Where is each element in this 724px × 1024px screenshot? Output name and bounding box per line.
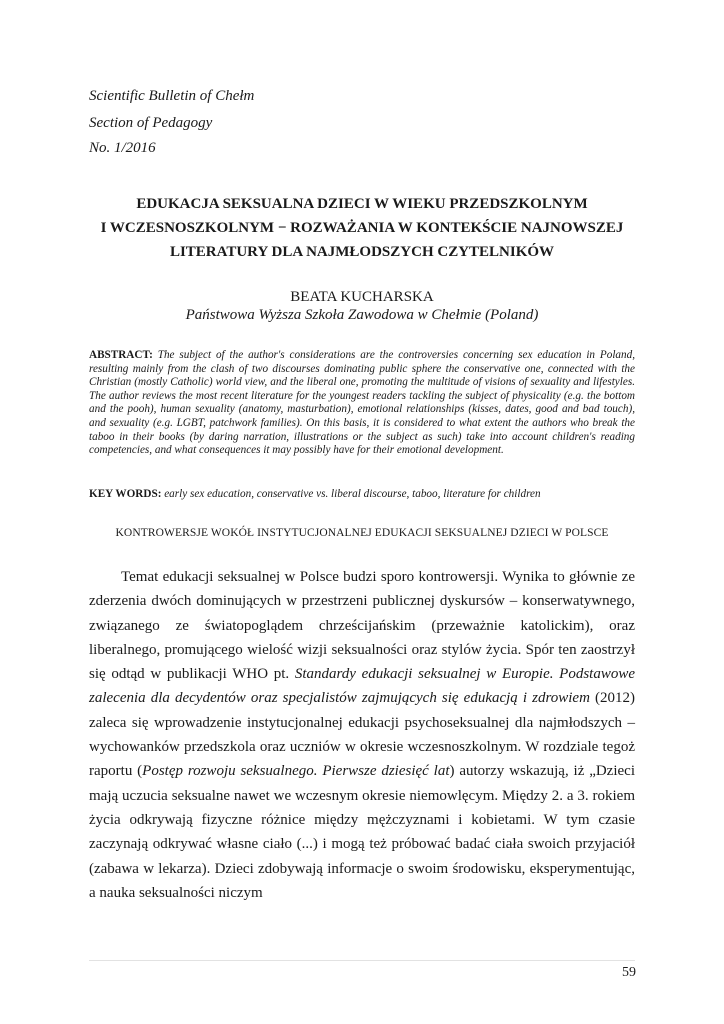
chapter-title: Postęp rozwoju seksualnego. Pierwsze dziesięć lat xyxy=(142,763,450,780)
body-text xyxy=(89,565,635,905)
abstract-label: ABSTRACT: xyxy=(89,349,153,361)
body-paragraph xyxy=(89,565,635,905)
journal-issue: No. 1/2016 xyxy=(89,140,156,156)
footer-rule xyxy=(89,960,635,961)
author-affiliation: Państwowa Wyższa Szkoła Zawodowa w Chełmie (Poland) xyxy=(185,307,539,323)
body-part-3: ) autorzy wskazują, iż „Dzieci mają uczucia seksualne nawet we wczesnym okresie niemowlęcym. Między 2. a 3. rokiem życia odkrywają fizyczne różnice między mężczyznami i kobietami. W tym czasie zaczynają odkrywać własne ciało (...) i mogą też próbować badać ciała swoich przyjaciół (zabawa w lekarza). Dzieci zdobywają informacje o swoim środowisku, eksperymentując, a nauka seksualności niczym xyxy=(89,763,635,901)
journal-name: Scientific Bulletin of Chełm xyxy=(89,88,255,104)
abstract-text: The subject of the author's considerations are the controversies concerning sex education in Poland, resulting mainly from the clash of two discourses dominating public sphere the conservative one, connected with the Christian (mostly Catholic) world view, and the liberal one, promoting the multitude of visions of sexuality and lifestyles. The author reviews the most recent literature for the youngest readers tackling the subject of physicality (e.g. the bottom and the pooh), human sexuality (anatomy, masturbation), emotional relationships (kisses, dates, good and bad touch), and sexuality (e.g. LGBT, patchwork families). On this basis, it is considered to what extent the authors who break the taboo in their books (by daring narration, illustrations or the subject as such) take into account children's reading competencies, and what consequences it may possibly have for their emotional development. xyxy=(89,349,636,457)
title-line-3: LITERATURY DLA NAJMŁODSZYCH CZYTELNIKÓW xyxy=(169,244,555,260)
who-report-title: Standardy edukacji seksualnej w Europie. Podstawowe zalecenia dla decydentów oraz specjalistów zajmujących się edukacją i zdrowiem xyxy=(89,666,635,707)
body-part-2: (2012) zaleca się wprowadzenie instytucjonalnej edukacji psychoseksualnej dla najmłodszych – wychowanków przedszkola oraz uczniów w okresie wczesnoszkolnym. W rozdziale tegoż raportu ( xyxy=(89,690,635,780)
author-name: BEATA KUCHARSKA xyxy=(290,289,434,305)
page-number: 59 xyxy=(622,965,636,980)
abstract xyxy=(89,349,635,458)
journal-section: Section of Pedagogy xyxy=(89,115,213,131)
article-title xyxy=(60,192,664,264)
title-line-2: I WCZESNOSZKOLNYM − ROZWAŻANIA W KONTEKŚCIE NAJNOWSZEJ xyxy=(100,220,624,236)
section-heading: KONTROWERSJE WOKÓŁ INSTYTUCJONALNEJ EDUKACJI SEKSUALNEJ DZIECI W POLSCE xyxy=(115,527,609,539)
keywords xyxy=(89,488,649,500)
body-part-1: Temat edukacji seksualnej w Polsce budzi sporo kontrowersji. Wynika to głównie ze zderzenia dwóch dominujących w przestrzeni publicznej dyskursów – konserwatywnego, związanego ze światopoglądem chrześcijańskim (przeważnie katolickim), oraz liberalnego, promującego wielość wizji seksualności oraz stylów życia. Spór ten zaostrzył się odtąd w publikacji WHO pt. xyxy=(89,569,635,683)
keywords-text: early sex education, conservative vs. liberal discourse, taboo, literature for children xyxy=(164,488,541,500)
keywords-label: KEY WORDS: xyxy=(89,488,162,500)
title-line-1: EDUKACJA SEKSUALNA DZIECI W WIEKU PRZEDSZKOLNYM xyxy=(136,196,588,212)
